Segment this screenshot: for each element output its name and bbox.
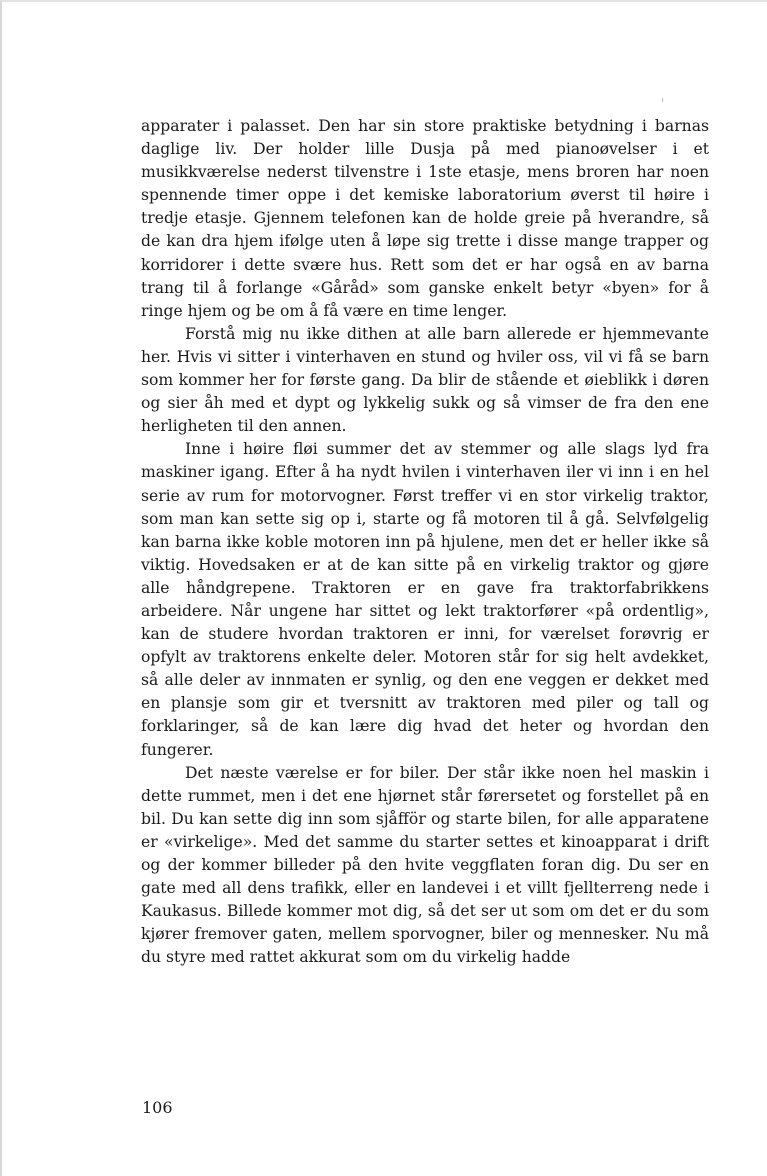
paragraph-4: Det næste værelse er for biler. Der står ikke noen hel maskin i dette rummet, men i det ene hjørnet står førersetet og forstellet på en bil. Du kan sette dig inn som sjåfför og starte bilen, for alle apparatene er «virkelige». Med det samme du starter settes et kinoapparat i drift og der kommer billeder på den hvite veggflaten foran dig. Du ser en gate med all dens trafikk, eller en landevei i et villt fjellterreng nede i Kaukasus. Billede kommer mot dig, så det ser ut som om det er du som kjører fremover gaten, mellem sporvogner, biler og mennesker. Nu må du styre med rattet akkurat som om du virkelig hadde bbox=[141, 763, 709, 967]
print-speck bbox=[662, 98, 663, 102]
paragraph-2: Forstå mig nu ikke dithen at alle barn allerede er hjemmevante her. Hvis vi sitter i vinterhaven en stund og hviler oss, vil vi få se barn som kommer her for første gang. Da blir de stående et øieblikk i døren og sier åh med et dypt og lykkelig sukk og så vimser de fra den ene herligheten til den annen. bbox=[141, 324, 709, 436]
page-number: 106 bbox=[142, 1098, 173, 1117]
paragraph-3: Inne i høire fløi summer det av stemmer og alle slags lyd fra maskiner igang. Efter å ha nydt hvilen i vinterhaven iler vi inn i en hel serie av rum for motorvogner. Først treffer vi en stor virkelig traktor, som man kan sette sig op i, starte og få motoren til å gå. Selvfølgelig kan barna ikke koble motoren inn på hjulene, men det er heller ikke så viktig. Hovedsaken er at de kan sitte på en virkelig traktor og gjøre alle håndgrepene. Traktoren er en gave fra traktorfabrikkens arbeidere. Når ungene har sittet og lekt traktorfører «på ordentlig», kan de studere hvordan traktoren er inni, for værelset forøvrig er opfylt av traktorens enkelte deler. Motoren står for sig helt avdekket, så alle deler av innmaten er synlig, og den ene veggen er dekket med en plansje som gir et tversnitt av traktoren med piler og tall og forklaringer, så de kan lære dig hvad det heter og hvordan den fungerer. bbox=[141, 440, 709, 759]
body-text bbox=[141, 115, 709, 969]
paragraph-1: apparater i palasset. Den har sin store praktiske betydning i barnas daglige liv. Der holder lille Dusja på med pianoøvelser i et musikkværelse nederst tilvenstre i 1ste etasje, mens broren har noen spennende timer oppe i det kemiske laboratorium øverst til høire i tredje etasje. Gjennem telefonen kan de holde greie på hverandre, så de kan dra hjem ifølge uten å løpe sig trette i disse mange trapper og korridorer i dette svære hus. Rett som det er har også en av barna trang til å forlange «Gåråd» som ganske enkelt betyr «byen» for å ringe hjem og be om å få være en time lenger. bbox=[141, 117, 709, 320]
